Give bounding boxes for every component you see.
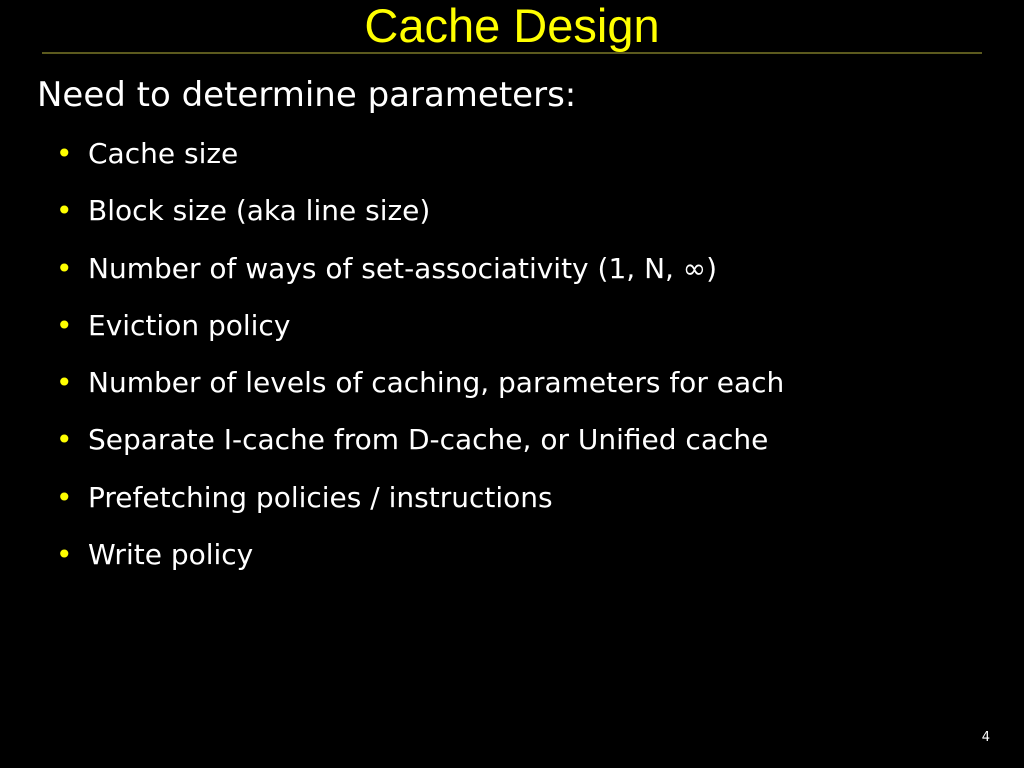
slide-title: Cache Design [364,0,660,52]
bullet-text: Separate I-cache from D-cache, or Unified cache [88,423,769,457]
page-number: 4 [981,730,990,745]
bullet-icon: • [56,194,73,228]
bullet-text: Number of ways of set-associativity (1, N, ∞) [88,251,718,285]
bullet-icon: • [56,251,73,285]
bullet-text: Write policy [88,538,254,572]
bullet-text: Prefetching policies / instructions [88,480,553,514]
bullet-icon: • [56,423,73,457]
bullet-text: Eviction policy [88,308,291,342]
bullet-text: Block size (aka line size) [88,194,431,228]
bullet-icon: • [56,480,73,514]
bullet-icon: • [56,366,73,400]
title-underline-divider [42,52,982,54]
intro-text: Need to determine parameters: [37,75,577,115]
bullet-icon: • [56,308,73,342]
bullet-icon: • [56,538,73,572]
bullet-text: Number of levels of caching, parameters for each [88,366,785,400]
bullet-text: Cache size [88,137,239,170]
bullet-icon: • [56,137,73,170]
